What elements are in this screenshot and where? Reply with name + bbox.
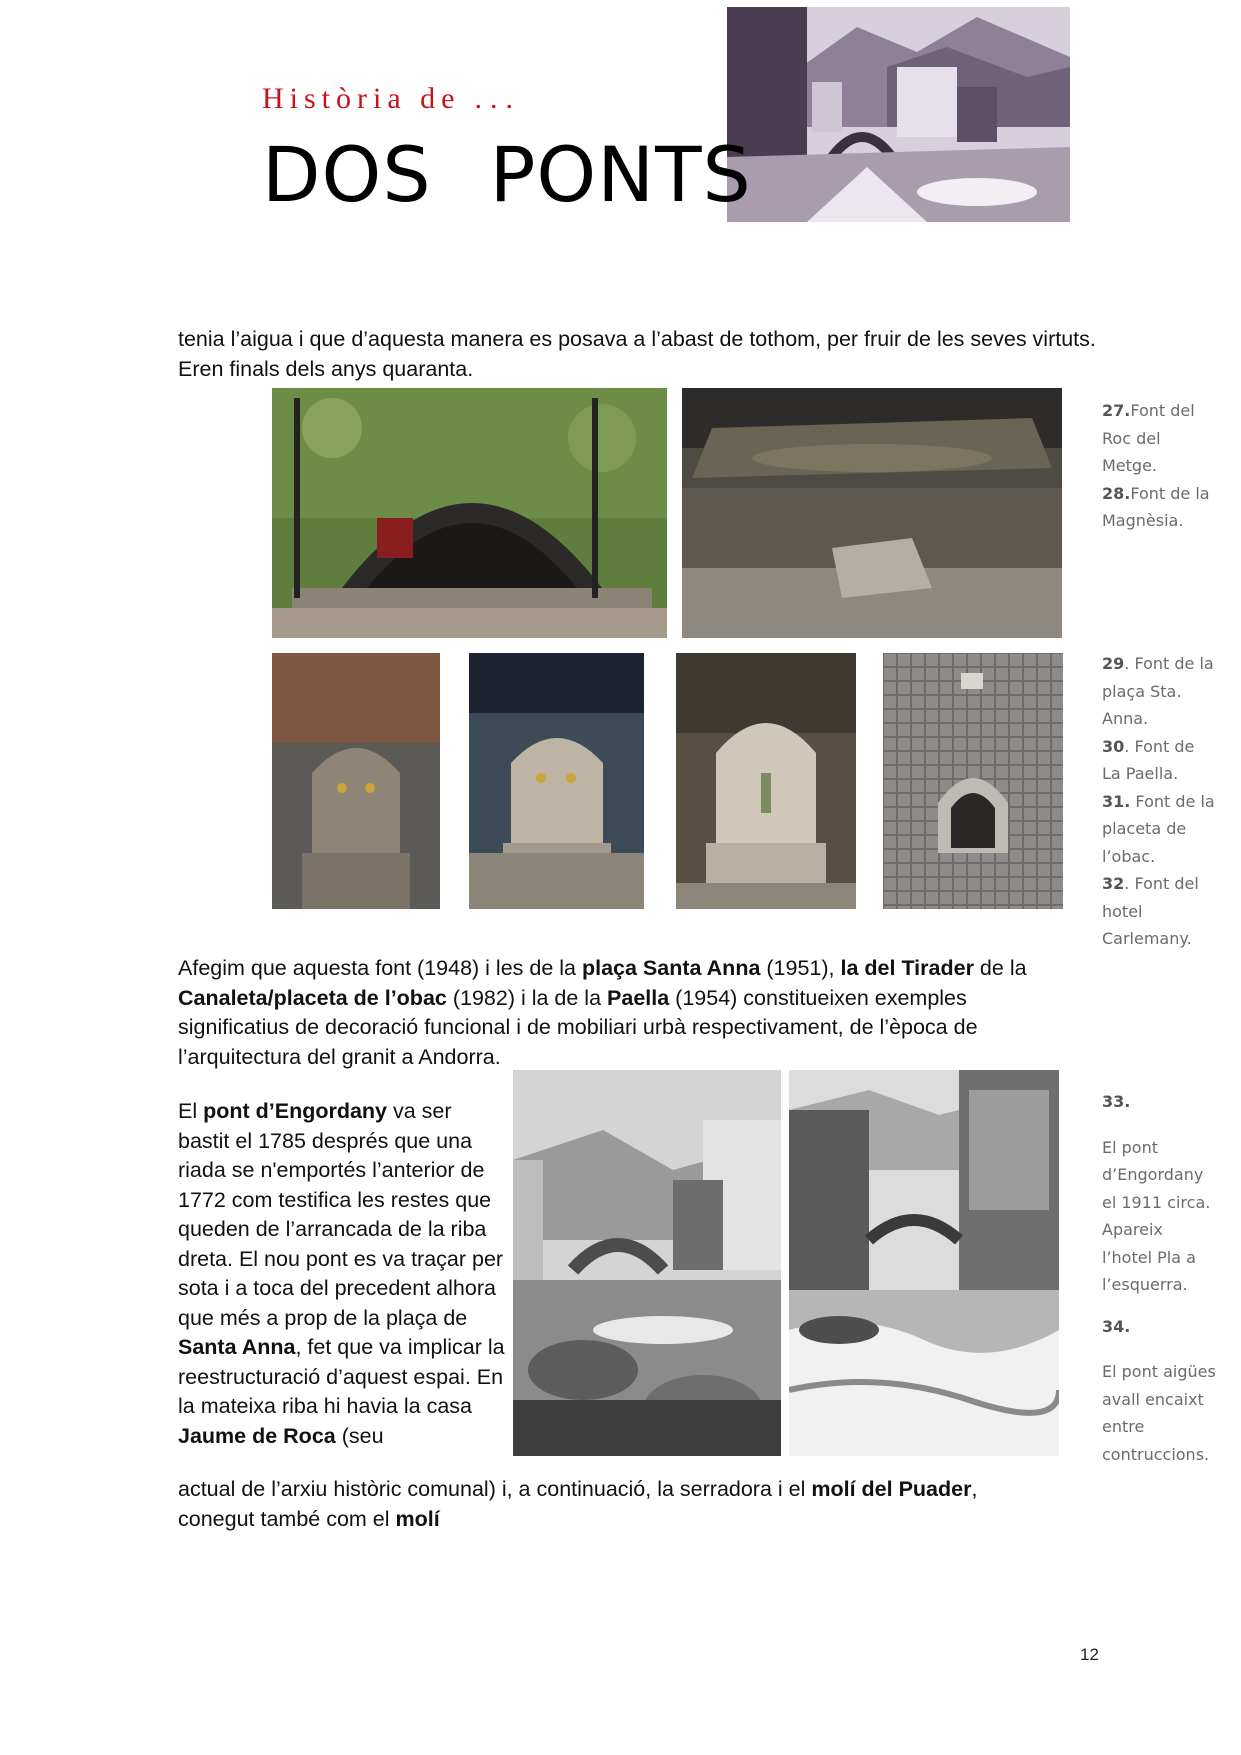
photo-font-roc-del-metge <box>272 388 667 638</box>
bridge-paragraph: El pont d’Engordany va ser bastit el 1785 després que una riada se n'emportés l’anterior de 1772 com testifica les restes que queden de l’arrancada de la riba dreta. El nou pont es va traçar per sota i a toca del precedent alhora que més a prop de la plaça de Santa Anna, fet que va implicar la reestructuració d’aquest espai. En la mateixa riba hi havia la casa Jaume de Roca (seu <box>178 1099 505 1448</box>
caption-photos-33-34: 33. El pont d’Engordany el 1911 circa. Apareix l’hotel Pla a l’esquerra. 34. El pont aigües avall encaixt entre contruccions. <box>1102 1092 1216 1464</box>
page-title: DOS PONTS <box>262 130 752 219</box>
photo-font-de-la-magnesia <box>682 388 1062 638</box>
page-number: 12 <box>1080 1645 1099 1664</box>
section-kicker: Història de ... <box>262 82 521 115</box>
photo-pont-engordany-1911 <box>513 1070 781 1456</box>
caption-photos-27-28: 27.Font del Roc del Metge. 28.Font de la Magnèsia. <box>1102 401 1210 530</box>
caption-photos-29-32: 29. Font de la plaça Sta. Anna. 30. Font de La Paella. 31. Font de la placeta de l’obac. 32. Font del hotel Carlemany. <box>1102 654 1215 948</box>
photo-font-hotel-carlemany <box>883 653 1063 909</box>
bridge-paragraph-continuation: actual de l’arxiu històric comunal) i, a continuació, la serradora i el molí del Puader, conegut també com el molí <box>178 1477 978 1531</box>
header-photo-village-bridge <box>727 7 1070 222</box>
fountains-paragraph: Afegim que aquesta font (1948) i les de la plaça Santa Anna (1951), la del Tirader de la Canaleta/placeta de l’obac (1982) i la de la Paella (1954) constitueixen exemples significatius de decoració funcional i de mobiliari urbà respectivament, de l’època de l’arquitectura del granit a Andorra. <box>178 956 1027 1069</box>
photo-font-placeta-de-lobac <box>676 653 856 909</box>
photo-font-placa-santa-anna <box>272 653 440 909</box>
photo-pont-aigues-avall <box>789 1070 1059 1456</box>
photo-font-la-paella <box>469 653 644 909</box>
intro-paragraph: tenia l’aigua i que d’aquesta manera es posava a l’abast de tothom, per fruir de les seves virtuts. Eren finals dels anys quaranta. <box>178 327 1096 381</box>
